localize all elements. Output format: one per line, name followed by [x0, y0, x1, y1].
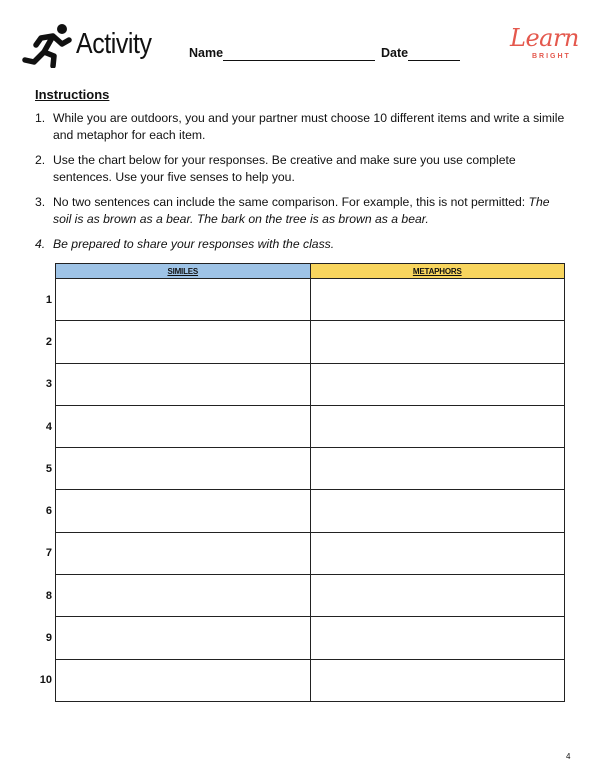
worksheet-header [0, 0, 600, 80]
metaphor-cell[interactable] [310, 279, 565, 321]
logo-subtext: BRIGHT [532, 53, 571, 60]
simile-cell[interactable] [56, 659, 311, 701]
name-label: Name [189, 46, 224, 60]
instruction-number: 4. [35, 237, 46, 251]
row-number: 4 [36, 405, 56, 447]
chart-row [36, 617, 565, 659]
instruction-number: 2. [35, 153, 46, 167]
similes-column-header: SIMILES [56, 264, 311, 279]
metaphor-cell[interactable] [310, 363, 565, 405]
logo-text: Learn [510, 24, 579, 52]
instruction-item [35, 194, 567, 228]
running-person-icon [22, 22, 72, 68]
chart-row [36, 363, 565, 405]
row-number-header [36, 264, 56, 279]
instruction-example: The soil is as brown as a bear. The bark on the tree is as brown as a bear. [53, 195, 550, 226]
simile-cell[interactable] [56, 405, 311, 447]
chart-row [36, 659, 565, 701]
chart-row [36, 279, 565, 321]
instruction-text: Use the chart below for your responses. Be creative and make sure you use complete sentences. Use your five senses to help you. [53, 153, 516, 184]
instruction-text: While you are outdoors, you and your partner must choose 10 different items and write a simile and metaphor for each item. [53, 111, 565, 142]
response-chart [36, 263, 565, 702]
metaphor-cell[interactable] [310, 659, 565, 701]
row-number: 7 [36, 532, 56, 574]
simile-cell[interactable] [56, 490, 311, 532]
metaphor-cell[interactable] [310, 490, 565, 532]
page-number: 4 [566, 752, 571, 761]
row-number: 9 [36, 617, 56, 659]
chart-row [36, 575, 565, 617]
page-title: Activity [76, 28, 152, 60]
instruction-item [35, 110, 567, 144]
date-label: Date [381, 46, 409, 60]
learn-bright-logo [508, 24, 580, 64]
instruction-item [35, 152, 567, 186]
row-number: 1 [36, 279, 56, 321]
simile-cell[interactable] [56, 279, 311, 321]
row-number: 3 [36, 363, 56, 405]
instruction-number: 3. [35, 195, 46, 209]
row-number: 2 [36, 321, 56, 363]
row-number: 6 [36, 490, 56, 532]
instructions-heading: Instructions [35, 87, 110, 102]
instruction-text: Be prepared to share your responses with the class. [53, 237, 335, 251]
metaphors-column-header: METAPHORS [310, 264, 565, 279]
row-number: 10 [36, 659, 56, 701]
metaphor-cell[interactable] [310, 448, 565, 490]
metaphor-cell[interactable] [310, 617, 565, 659]
chart-row [36, 448, 565, 490]
simile-cell[interactable] [56, 448, 311, 490]
simile-cell[interactable] [56, 575, 311, 617]
simile-cell[interactable] [56, 363, 311, 405]
name-field[interactable] [223, 60, 375, 61]
chart-row [36, 532, 565, 574]
metaphor-cell[interactable] [310, 321, 565, 363]
row-number: 5 [36, 448, 56, 490]
instruction-text: No two sentences can include the same comparison. For example, this is not permitted: [53, 195, 529, 209]
chart-row [36, 490, 565, 532]
instructions-list [35, 110, 567, 261]
date-field[interactable] [408, 60, 460, 61]
chart-row [36, 405, 565, 447]
row-number: 8 [36, 575, 56, 617]
simile-cell[interactable] [56, 321, 311, 363]
metaphor-cell[interactable] [310, 532, 565, 574]
simile-cell[interactable] [56, 617, 311, 659]
metaphor-cell[interactable] [310, 575, 565, 617]
metaphor-cell[interactable] [310, 405, 565, 447]
instruction-number: 1. [35, 111, 46, 125]
simile-cell[interactable] [56, 532, 311, 574]
chart-row [36, 321, 565, 363]
instruction-item [35, 236, 567, 253]
